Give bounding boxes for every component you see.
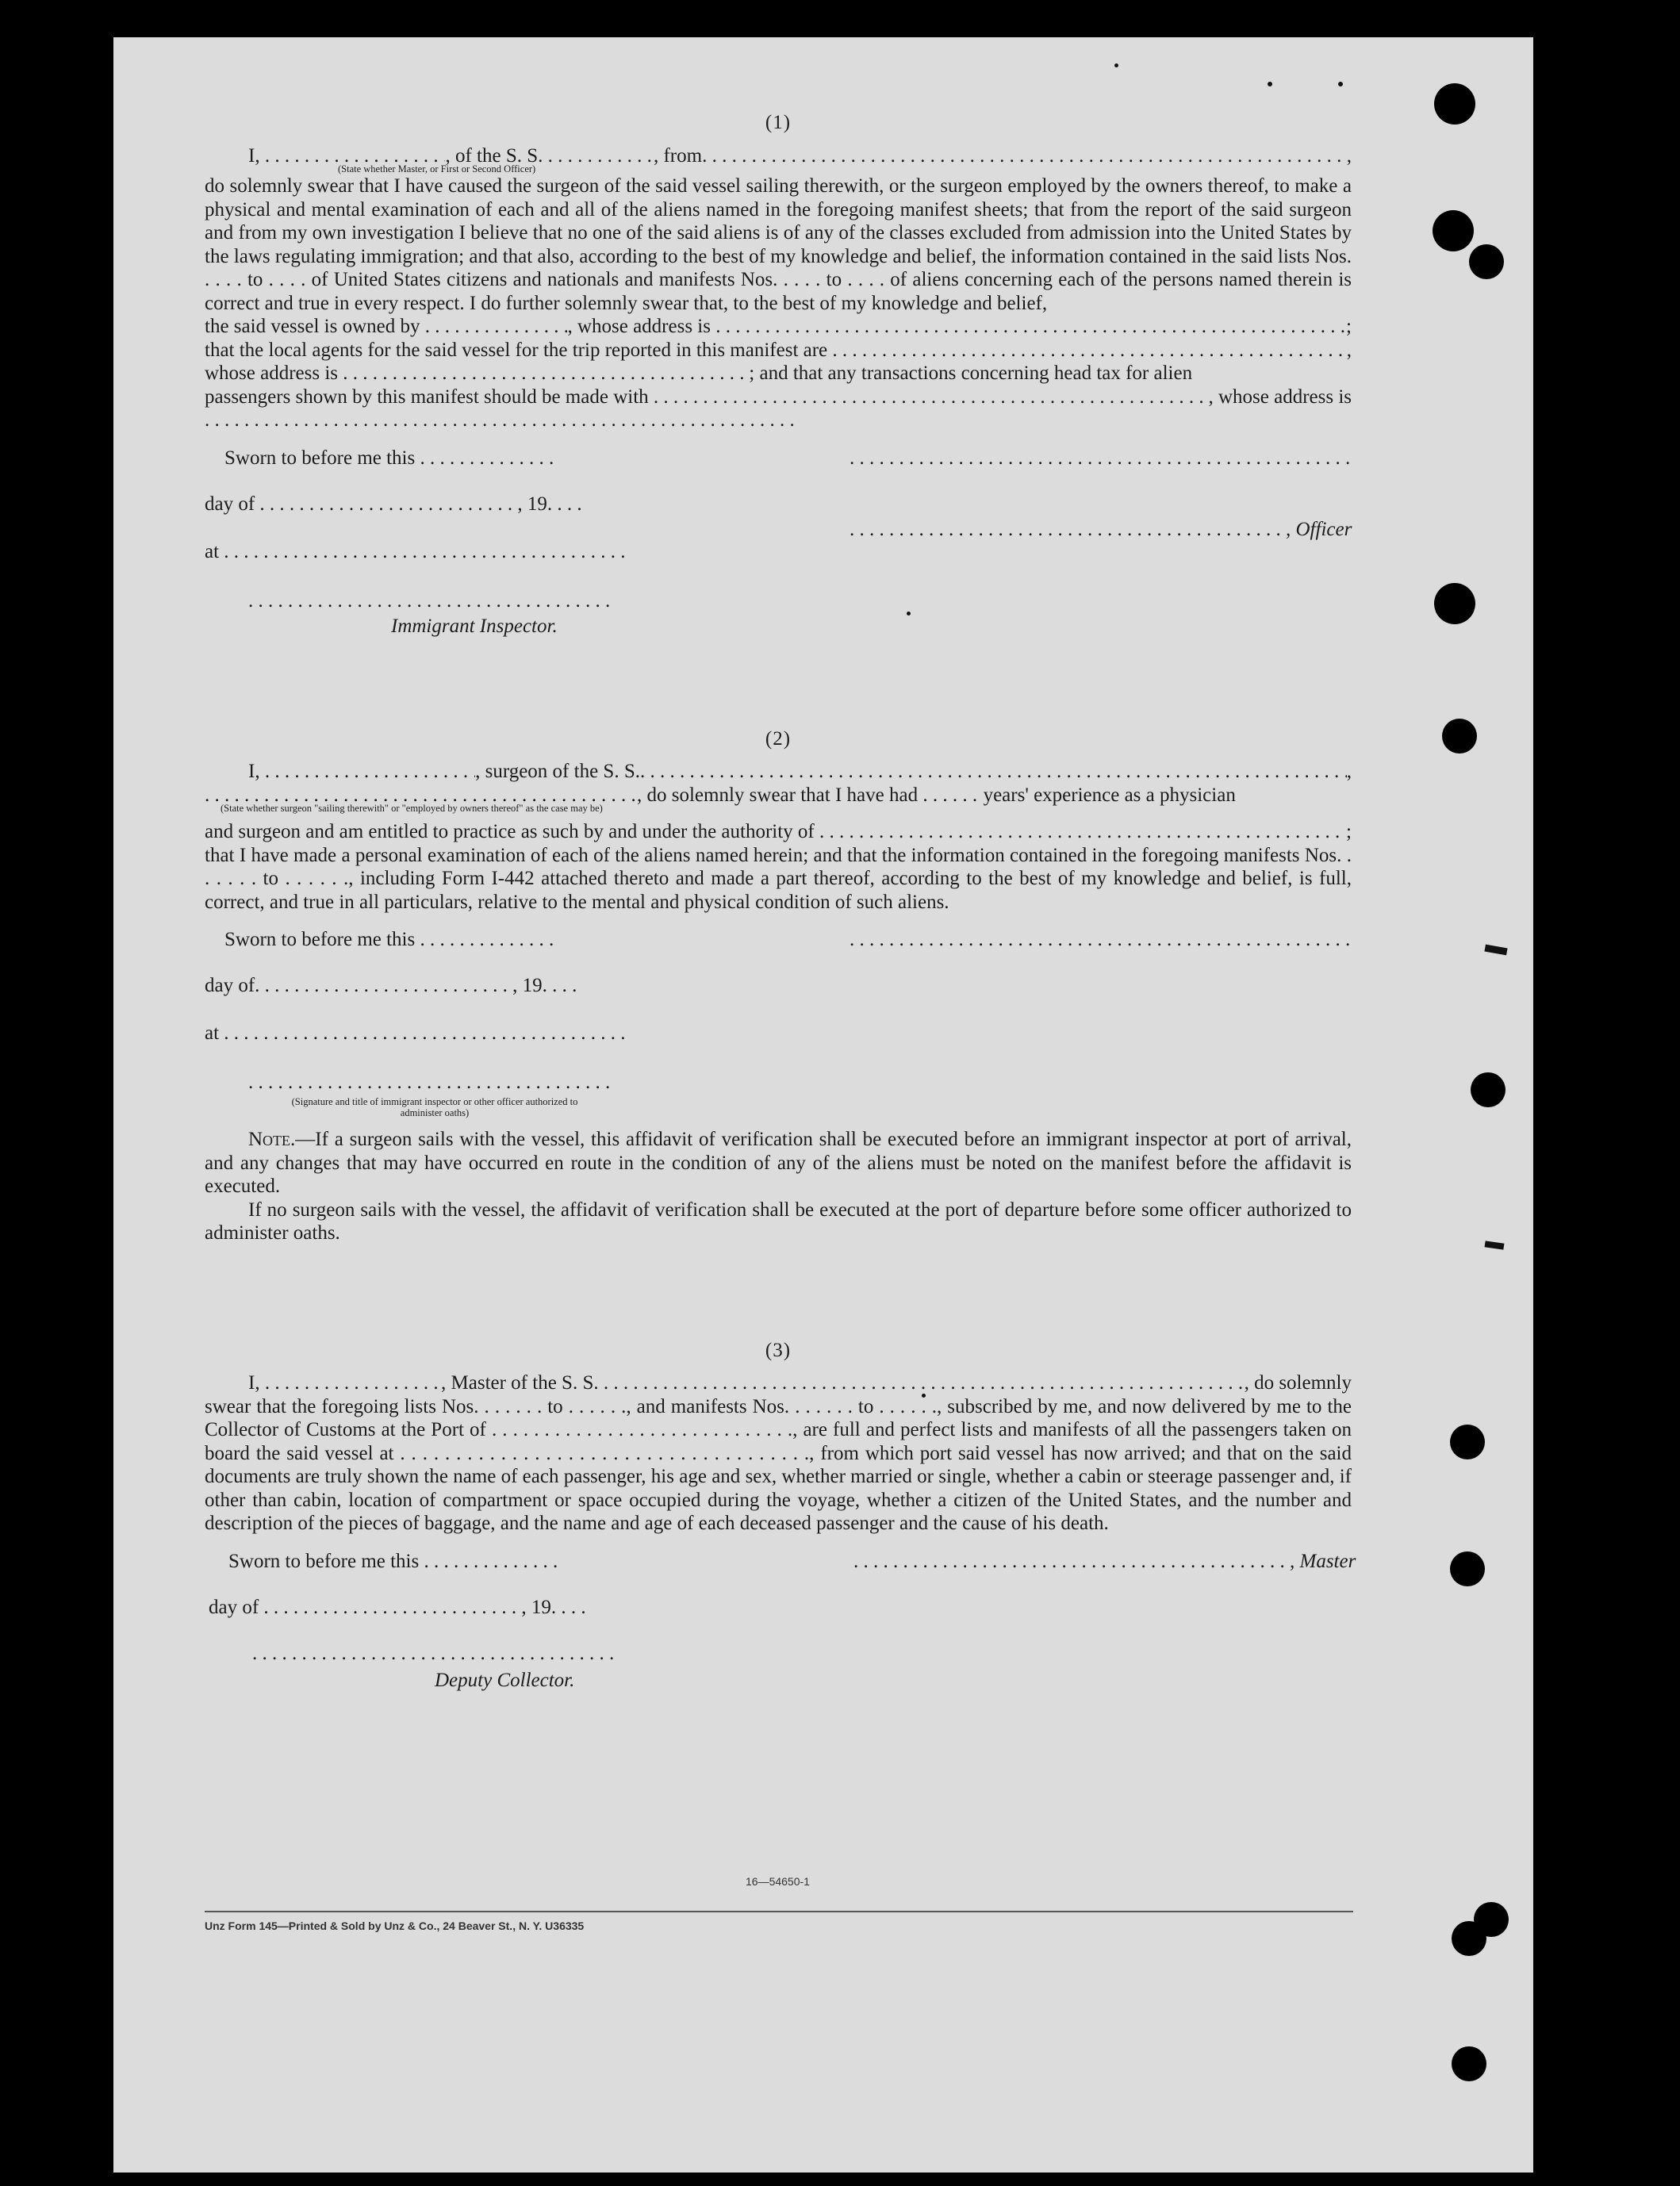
- at-row: [205, 540, 624, 564]
- sworn-row: [224, 928, 558, 952]
- text: at: [205, 540, 220, 562]
- text: , do solemnly: [1244, 1372, 1352, 1394]
- blank-signature: [850, 928, 1349, 952]
- blank-agents: [832, 339, 1346, 362]
- signature-line: [850, 447, 1349, 470]
- text: , 19: [512, 975, 543, 996]
- note-paragraph-2: If no surgeon sails with the vessel, the affidavit of verification shall be executed at the port of departure before some officer authorized to administer oaths.: [205, 1198, 1352, 1244]
- text: I,: [248, 1372, 260, 1394]
- blank-day: [424, 1550, 562, 1574]
- text: years' experience as a physician: [983, 784, 1236, 806]
- day-of-row: [205, 493, 583, 516]
- scan-speck: [1338, 82, 1343, 86]
- agent-address-line: [205, 362, 1352, 385]
- text: day of: [209, 1596, 259, 1618]
- officer-signature-row: [850, 518, 1352, 542]
- blank-from: [702, 144, 1347, 168]
- sworn-block-2: [205, 928, 1352, 1126]
- punch-hole: [1452, 1921, 1486, 1956]
- sworn-row: [224, 447, 558, 470]
- text: , do solemnly swear that I have had: [637, 784, 919, 806]
- at-row: [205, 1022, 624, 1045]
- deputy-label: Deputy Collector.: [435, 1669, 575, 1691]
- officer-caption: (State whether Master, or First or Second Officer): [338, 163, 536, 174]
- address-continuation-line: [205, 408, 1352, 432]
- master-label: , Master: [1290, 1550, 1356, 1572]
- authority-line: and surgeon and am entitled to practice as such by and under the authority of . . . ;: [205, 820, 1352, 844]
- surgeon-line: I, . . . , surgeon of the S. S. . . . ,: [205, 760, 1352, 784]
- text: , Master of the S. S.: [441, 1372, 599, 1394]
- head-tax-line: [205, 385, 1352, 409]
- blank-master-sig: [853, 1550, 1290, 1574]
- section-1: [205, 111, 1352, 645]
- printer-footer: Unz Form 145—Printed & Sold by Unz & Co., 24 Beaver St., N. Y. U36335: [205, 1919, 585, 1932]
- footer-rule: [205, 1911, 1353, 1912]
- blank-year: [551, 1596, 587, 1620]
- text: and surgeon and am entitled to practice as such by and under the authority of: [205, 821, 815, 842]
- signature-line: [850, 928, 1349, 952]
- blank-vessel: [640, 760, 1347, 784]
- punch-hole: [1450, 1425, 1485, 1459]
- section-number: (3): [765, 1339, 792, 1361]
- text: Sworn to before me this: [228, 1550, 420, 1572]
- text: I,: [248, 761, 260, 782]
- blank-year: [543, 974, 578, 998]
- blank-month: [255, 974, 512, 998]
- blank-master: [265, 1371, 441, 1395]
- note-paragraph: [205, 1128, 1352, 1198]
- day-of-row: [205, 974, 578, 998]
- affidavit-content: [205, 111, 1356, 1701]
- day-of-row: [209, 1596, 587, 1620]
- section-2: [205, 727, 1352, 1245]
- punch-hole: [1471, 1072, 1505, 1107]
- agents-line: that the local agents for the said vessel for the trip reported in this manifest are . . . ,: [205, 339, 1352, 362]
- punch-hole: [1469, 244, 1504, 279]
- punch-hole: [1434, 583, 1475, 624]
- blank-month: [263, 1596, 521, 1620]
- officer-label: , Officer: [1286, 518, 1352, 540]
- oath-paragraph: do solemnly swear that I have caused the surgeon of the said vessel sailing therewith, or the surgeon employed by the owners thereof, to make a physical and mental examination of each and all of the aliens named in the foregoing manifest sheets; that from the report of the said surgeon and from my own investigation I believe that no one of the said aliens is of any of the classes excluded from admission into the United States by the laws regulating immigration; and that also, according to the best of my knowledge and belief, the information contained in the said lists Nos. . . . . to . . . . of United States citizens and nationals and manifests Nos. . . . . to . . . . of aliens concerning each of the persons named therein is correct and true in every respect. I do further solemnly swear that, to the best of my knowledge and belief,: [205, 175, 1352, 314]
- inspector-sig-row: [248, 1071, 613, 1095]
- text: whose address is: [205, 362, 339, 384]
- punch-hole: [1442, 719, 1477, 754]
- punch-hole: [1433, 210, 1474, 251]
- blank-years: [922, 784, 978, 807]
- master-line: [205, 1371, 1352, 1395]
- blank-year: [547, 493, 583, 516]
- text: , whose address is: [1208, 385, 1352, 408]
- note-label: Note.: [248, 1129, 296, 1150]
- blank-owner: [425, 315, 568, 339]
- text: day of: [205, 975, 255, 996]
- punch-hole: [1452, 2046, 1486, 2081]
- blank-day: [420, 447, 558, 470]
- text: that the local agents for the said vessel for the trip reported in this manifest are: [205, 339, 828, 361]
- text: day of: [205, 493, 255, 515]
- text: , from: [653, 144, 703, 167]
- sworn-block-1: [205, 447, 1352, 645]
- scan-speck: [1268, 82, 1272, 86]
- sworn-block-3: [205, 1550, 1356, 1701]
- text: , 19: [521, 1596, 551, 1618]
- blank-head-tax: [654, 385, 1209, 409]
- text: passengers shown by this manifest should be made with: [205, 385, 649, 408]
- text: Sworn to before me this: [224, 929, 416, 950]
- section-number: (2): [765, 727, 792, 750]
- punch-hole: [1450, 1551, 1485, 1586]
- manifest-paragraph: swear that the foregoing lists Nos. . . . . . . to . . . . . ., and manifests Nos. . . . . . . to . . . . . ., subscribed by me, and now delivered by me to the Collector of Customs at the Port of . . . . . . . . . . . . . . . . . . . . . . . . . . . . ., are full and perfect lists and manifests of all the passengers taken on board the said vessel at . . . . . . . . . . . . . . . . . . . . . . . . . . . . . . . . . . . . ., from which port said vessel has now arrived; and that on the said documents are truly shown the name of each passenger, his age and sex, whether married or single, whether a cabin or steerage passenger and, if other than cabin, location of compartment or space occupied during the voyage, whether a citizen of the United States, and the number and description of the pieces of baggage, and the name and age of each deceased passenger and the cause of his death.: [205, 1395, 1352, 1534]
- text: ; and that any transactions concerning head tax for alien: [749, 362, 1193, 384]
- text: , surgeon of the S. S.: [475, 761, 640, 782]
- note-text: —If a surgeon sails with the vessel, this affidavit of verification shall be executed before an immigrant inspector at port of arrival, and any changes that may have occurred en route in the condition of any of the aliens must be noted on the manifest before the affidavit is executed.: [205, 1129, 1352, 1197]
- blank-inspector: [248, 1071, 613, 1095]
- text: I,: [248, 144, 260, 167]
- text: , whose address is: [567, 316, 711, 337]
- section-number: (1): [765, 112, 792, 133]
- text: the said vessel is owned by: [205, 316, 420, 337]
- blank-collector: [252, 1642, 617, 1666]
- examination-paragraph: that I have made a personal examination of each of the aliens named herein; and that the information contained in the foregoing manifests Nos. . . . . . . to . . . . . ., including Form I-442 attached thereto and made a part thereof, according to the best of my knowledge and belief, is full, correct, and true in all particulars, relative to the mental and physical condition of such aliens.: [205, 844, 1352, 913]
- form-number: 16—54650-1: [746, 1875, 810, 1888]
- section-3: [205, 1339, 1356, 1701]
- blank-day: [420, 928, 558, 952]
- blank-vessel: [548, 144, 654, 168]
- owner-line: the said vessel is owned by . . . , whose address is . . . ;: [205, 315, 1352, 339]
- inspector-sig-row: [248, 589, 613, 613]
- surgeon-caption: (State whether surgeon "sailing therewith" or "employed by owners thereof" as the case may be): [221, 803, 603, 814]
- blank-address: [715, 315, 1346, 339]
- blank-signature: [850, 447, 1349, 470]
- text: , 19: [517, 493, 547, 515]
- blank-place: [224, 1022, 624, 1045]
- blank-address-cont: [205, 408, 796, 432]
- blank-agent-address: [343, 362, 749, 385]
- blank-officer-sig: [850, 518, 1286, 542]
- punch-hole: [1434, 83, 1475, 125]
- sworn-row: [228, 1550, 562, 1574]
- blank-month: [259, 493, 517, 516]
- officer-line: I, . . . , of the S. S. . . . , from . . . ,: [205, 144, 1352, 168]
- collector-sig-row: [252, 1642, 617, 1666]
- blank-surgeon: [265, 760, 475, 784]
- blank-place: [224, 540, 624, 564]
- text: at: [205, 1022, 220, 1044]
- blank-vessel: [604, 1371, 1245, 1395]
- scan-speck: [1114, 63, 1118, 67]
- text: , of the S. S.: [445, 144, 543, 167]
- inspector-label: Immigrant Inspector.: [391, 615, 558, 637]
- master-signature-row: [853, 1550, 1356, 1574]
- text: Sworn to before me this: [224, 447, 416, 469]
- blank-authority: [819, 820, 1346, 844]
- blank-inspector: [248, 589, 613, 613]
- signature-caption: (Signature and title of immigrant inspector or other officer authorized to administer oaths): [291, 1096, 578, 1118]
